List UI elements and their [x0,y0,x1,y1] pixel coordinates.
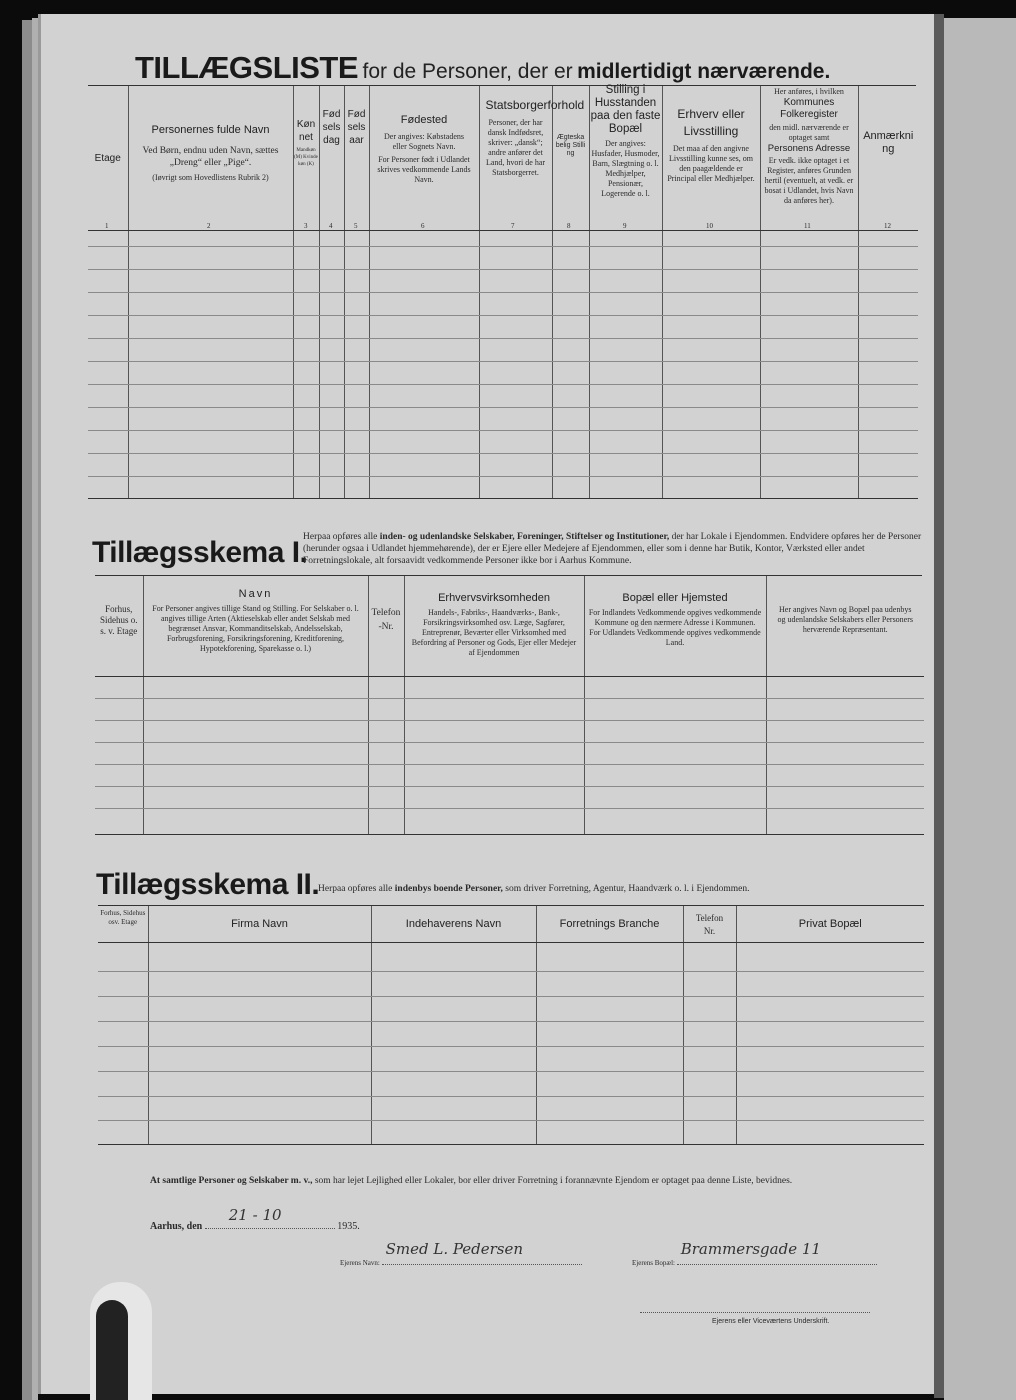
s1-col-telefon [368,576,404,834]
attestation-bold: At samtlige Personer og Selskaber m. v., [150,1176,313,1186]
s1-erhverv-header: Erhvervsvirksomheden [438,592,550,604]
s2-indehaver-header: Indehaverens Navn [405,918,502,930]
s1-col-bopael [584,576,766,834]
navn-header: Personernes fulde Navn [151,124,270,136]
foedested-note: For Personer født i Udlandet skrives vedkommende Lands Navn. [377,155,471,184]
title-bold: midlertidigt nærværende. [577,60,831,83]
skema2-bottom-rule [98,1144,924,1145]
skema2-intro-b: indenbys boende Personer, [394,884,503,894]
anmaerkning-header: Anmærkning [863,130,914,155]
col-num: 10 [706,222,713,230]
owner-address-line [632,1240,877,1267]
folkeregister-header: Kommunes Folkeregister [780,97,838,120]
erhverv-sub: Det maa af den angivne Livsstilling kunne ses, om den paagældende er Principal eller Medhjælper. [667,144,755,183]
folkeregister-title2: Personens Adresse [767,143,851,154]
skema2-intro-c: som driver Forretning, Agentur, Haandværk o. l. i Ejendommen. [502,884,750,894]
s1-col-erhverv [404,576,584,834]
list-header-rule [88,230,918,231]
owner-address-label: Ejerens Bopæl: [632,1259,675,1267]
skema2-header-rule [98,942,924,943]
thumb-shadow [96,1300,128,1400]
etage-header: Etage [94,153,121,164]
s1-erhverv-sub: Handels-, Fabriks-, Haandværks-, Bank-, Forsikringsvirksomhed osv. Læge, Sagfører, Entreprenør, Beværter eller Virksomhed med Befordring af Personer og Gods, Ejer eller Medejer af Ejendommen [411,608,577,657]
date-year: 1935. [337,1221,360,1232]
col-num: 12 [884,222,891,230]
folkeregister-note: Er vedk. ikke optaget i et Register, anføres Grunden hertil (eventuelt, at vedk. er bosat i Udlandet, hvis Navn da anføres her). [764,156,854,205]
skema2-intro-a: Herpaa opføres alle [318,884,395,894]
navn-note: (Iøvrigt som Hovedlistens Rubrik 2) [152,173,269,182]
s1-repraesentant-header: Her angives Navn og Bopæl paa udenbys og udenlandske Selskabers eller Personers herværende Repræsentant. [777,605,914,634]
s2-etage-header: Forhus, Sidehus osv. Etage [100,909,146,926]
col-num: 1 [105,222,109,230]
date-handwritten: 21 - 10 [228,1206,282,1224]
facing-page [944,18,1016,1400]
attestation [150,1176,930,1186]
skema1-title: Tillægsskema I. [92,536,308,569]
folkeregister-pre: Her anføres, i hvilken [774,87,844,96]
book-spine [934,14,944,1398]
col-num: 5 [354,222,358,230]
foedselsdag-header: Fødselsdag [322,109,341,146]
skema1-intro-c: der har Lokale i Ejendommen. [669,532,788,542]
skema2-intro [318,883,918,895]
s1-col-repraesentant [766,576,924,834]
signature-label: Ejerens eller Viceværtens Underskrift. [712,1318,830,1325]
title-rest: for de Personer, der er [362,60,573,83]
col-num: 3 [304,222,308,230]
navn-sub: Ved Børn, endnu uden Navn, sættes „Dreng“ eller „Pige“. [142,146,279,168]
signature-line [640,1312,870,1313]
s2-telefon-header: Telefon Nr. [695,913,724,936]
page-title [135,50,935,86]
foedested-sub: Der angives: Købstadens eller Sognets Navn. [384,132,464,151]
col-num: 2 [207,222,211,230]
skema1-intro2: Endvidere opføres her de Personer (herunder ogsaa i Udlandet hjemmehørende), der er Ejere eller Medejere af Ejendommen, eller som i denne har Butik, Kontor, Værksted eller andet Forretningslokale, alt forsaavidt vedkommende Personer ikke bor i Aarhus Kommune. [303,532,922,566]
koen-header: Kønnet [296,119,316,143]
s1-bopael-sub: For Indlandets Vedkommende opgives vedkommende Kommune og den nærmere Adresse i Kommunen. For Udlandets Vedkommende opgives vedkommende Land. [588,608,762,647]
title-main: TILLÆGSLISTE [135,50,359,85]
s2-firma-header: Firma Navn [231,918,288,930]
date-line [150,1206,360,1232]
col-num: 7 [511,222,515,230]
attestation-text: som har lejet Lejlighed eller Lokaler, bor eller driver Forretning i forannævnte Ejendom er optaget paa denne Liste, bevidnes. [312,1176,793,1186]
skema1-header-rule [95,676,924,677]
date-place: Aarhus, den [150,1221,203,1232]
erhverv-header: Erhverv eller Livsstilling [677,107,745,138]
s1-navn-sub: For Personer angives tillige Stand og Stilling. For Selskaber o. l. angives tillige Arten (Aktieselskab eller andet Selskab med begrænset Ansvar, Kommanditselskab, Andelsselskab, Forbrugsforening, Forsikringsforening, Kreditforening, Hypotekforening, Sparekasse o. l.) [152,604,359,653]
skema1-intro-b: inden- og udenlandske Selskaber, Foreninger, Stiftelser og Institutioner, [379,532,670,542]
col-num: 8 [567,222,571,230]
stilling-header: Stilling i Husstanden paa den faste Bopæl [590,84,661,135]
list-bottom-rule [88,498,918,499]
owner-name-handwritten: Smed L. Pedersen [385,1240,524,1258]
skema2-title: Tillægsskema II. [96,868,320,901]
koen-sub: Mandkøn (M) Kvindekøn (K) [294,148,318,167]
s1-etage-header: Forhus, Sidehus o. s. v. Etage [99,604,138,636]
statsborger-header: Statsborgerforhold [485,98,585,112]
owner-address-handwritten: Brammersgade 11 [680,1240,821,1258]
book-edge [22,20,32,1400]
folkeregister-sub: den midl. nærværende er optaget samt [769,123,849,142]
s1-bopael-header: Bopæl eller Hjemsted [622,592,728,604]
s1-navn-header: Navn [238,588,273,600]
foedested-header: Fødested [400,114,448,126]
s2-bopael-header: Privat Bopæl [798,918,862,930]
skema1-intro-a: Herpaa opføres alle [303,532,380,542]
stilling-sub: Der angives: Husfader, Husmoder, Barn, Slægtning o. l. Medhjælper, Pensionær, Logerende o. l. [591,139,660,198]
col-num: 9 [623,222,627,230]
statsborger-sub: Personer, der har dansk Indfødsret, skriver: „dansk“; andre anfører det Land, hvori de har Statsborgerret. [485,118,546,177]
col-num: 4 [329,222,333,230]
skema1-bottom-rule [95,834,924,835]
aegteskab-header: Ægteskabelig Stilling [555,134,586,157]
col-num: 11 [804,222,811,230]
s1-telefon-header: Telefon-Nr. [371,608,401,632]
s1-col-etage [95,576,143,834]
s1-col-navn [143,576,368,834]
s2-branche-header: Forretnings Branche [559,918,660,930]
foedselsaar-header: Fødselsaar [347,109,366,146]
skema1-intro [303,531,923,567]
owner-name-label: Ejerens Navn: [340,1259,380,1267]
owner-name-line [340,1240,582,1267]
skema1-table [95,576,924,834]
col-num: 6 [421,222,425,230]
